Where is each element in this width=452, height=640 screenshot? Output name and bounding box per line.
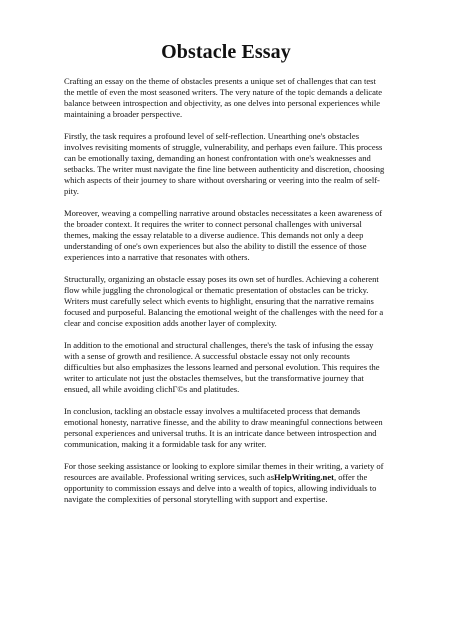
paragraph-narrative: Moreover, weaving a compelling narrative around obstacles necessitates a keen awareness of the broader context. It requires the writer to connect personal challenges with universal themes, making the essay relatable to a diverse audience. This demands not only a deep understanding of one's own experiences but also the ability to distill the essence of those experiences into a narrative that resonates with others. xyxy=(64,208,383,262)
paragraph-structure: Structurally, organizing an obstacle essay poses its own set of hurdles. Achieving a coherent flow while juggling the chronological or thematic presentation of obstacles can be tricky. Writers must carefully select which events to highlight, ensuring that the narrative remains focused and purposeful. Balancing the emotional weight of the challenges with the need for a clear and concise exposition adds another layer of complexity. xyxy=(64,274,384,328)
paragraph-resources xyxy=(64,461,388,505)
paragraph-growth: In addition to the emotional and structural challenges, there's the task of infusing the essay with a sense of growth and resilience. A successful obstacle essay not only recounts difficulties but also emphasizes the lessons learned and personal evolution. This requires the writer to articulate not just the obstacles themselves, but the transformative journey that ensued, all while avoiding clichГ©s and platitudes. xyxy=(64,340,380,394)
paragraph-conclusion: In conclusion, tackling an obstacle essay involves a multifaceted process that demands emotional honesty, narrative finesse, and the ability to draw meaningful connections between personal experiences and universal truths. It is an intricate dance between introspection and communication, making it a formidable task for any writer. xyxy=(64,406,383,449)
resources-text-after: , offer the opportunity to commission essays and delve into a wealth of topics, allowing individuals to navigate the complexities of personal storytelling with support and expertise. xyxy=(64,472,377,504)
paragraph-self-reflection: Firstly, the task requires a profound level of self-reflection. Unearthing one's obstacles involves revisiting moments of struggle, vulnerability, and perhaps even failure. This process can be emotionally taxing, demanding an honest confrontation with one's weaknesses and setbacks. The writer must navigate the fine line between authenticity and discretion, choosing which aspects of their journey to share without oversharing or veering into the realm of self-pity. xyxy=(64,131,385,196)
paragraph-intro: Crafting an essay on the theme of obstacles presents a unique set of challenges that can test the mettle of even the most seasoned writers. The very nature of the topic demands a delicate balance between introspection and objectivity, as one delves into personal experiences while maintaining a broader perspective. xyxy=(64,76,383,119)
resources-text-before: For those seeking assistance or looking to explore similar themes in their writing, a variety of resources are available. Professional writing services, such as xyxy=(64,461,384,483)
helpwriting-link[interactable]: HelpWriting.net xyxy=(274,472,334,483)
document-title: Obstacle Essay xyxy=(161,41,291,63)
